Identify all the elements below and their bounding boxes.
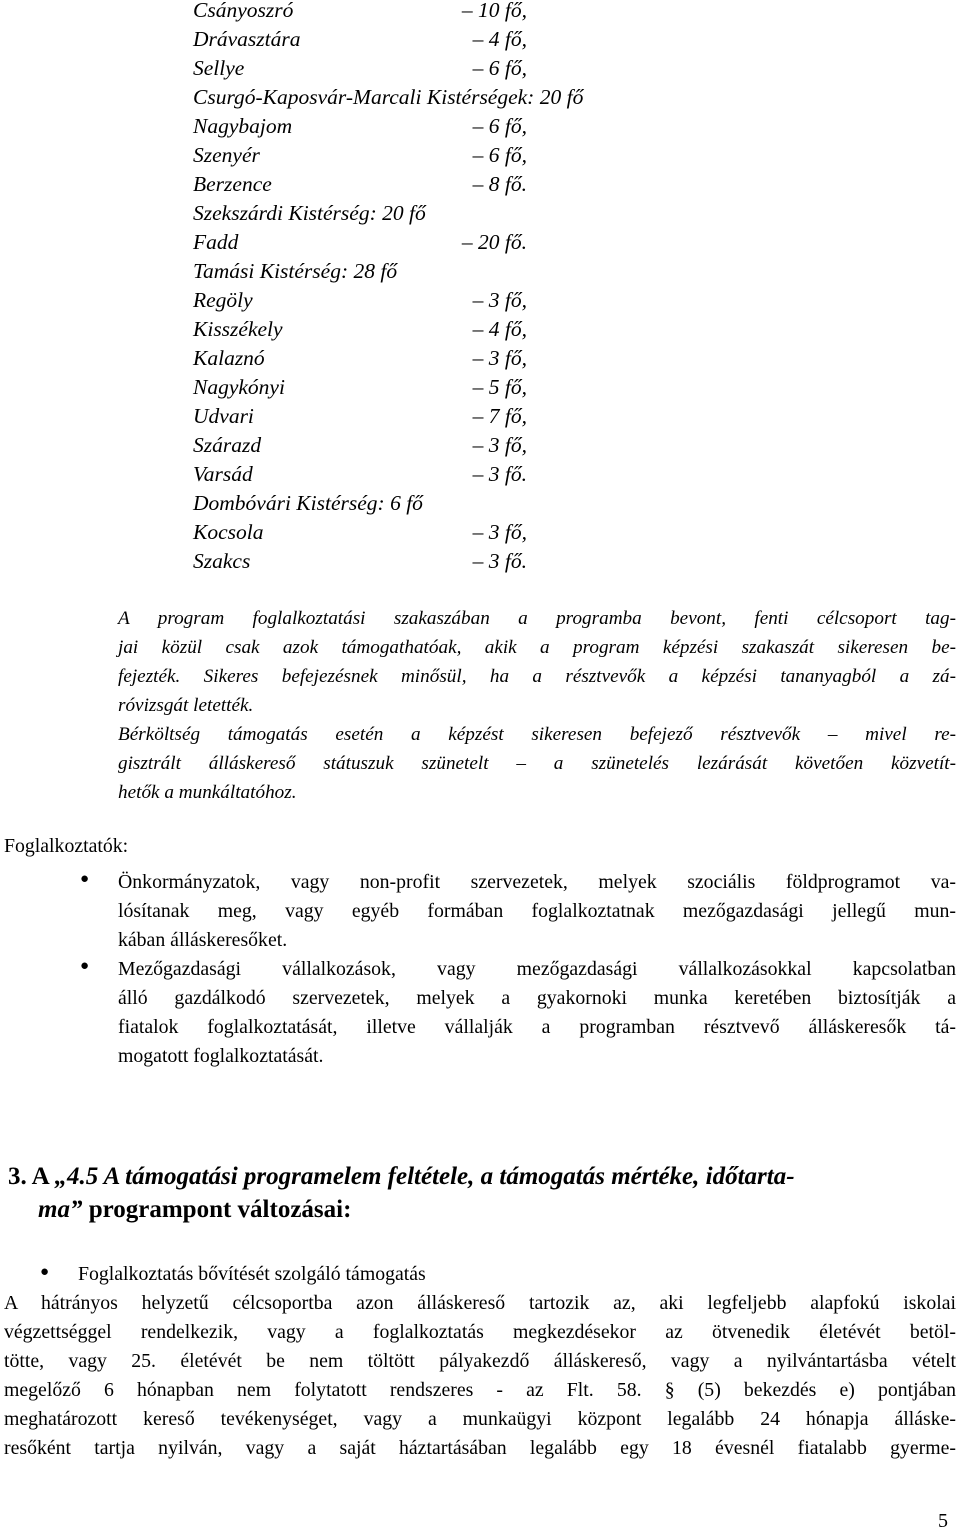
district-name: Sellye <box>193 56 245 80</box>
body-line: A hátrányos helyzetű célcsoportba azon álláskereső tartozik az, aki legfeljebb alapfokú iskolai <box>4 1292 956 1314</box>
paragraph-line: Bérköltség támogatás esetén a képzést sikeresen befejező résztvevők – mivel re- <box>118 724 956 745</box>
heading-quote-close: ” <box>69 1196 83 1223</box>
district-name: Nagybajom <box>193 114 293 138</box>
district-value: – 6 fő, <box>472 143 527 167</box>
paragraph-line: fejezték. Sikeres befejezésnek minősül, ha a résztvevők a képzési tananyagból a zá- <box>118 666 956 687</box>
bullet-line: álló gazdálkodó szervezetek, melyek a gyakornoki munka keretében biztosítják a <box>118 987 956 1009</box>
district-value: – 3 fő. <box>472 549 527 573</box>
section-heading <box>8 1160 795 1194</box>
district-name: Csányoszró <box>193 0 294 22</box>
district-value: – 6 fő, <box>472 114 527 138</box>
bullet-line: Mezőgazdasági vállalkozások, vagy mezőgazdasági vállalkozásokkal kapcsolatban <box>118 958 956 980</box>
heading-italic-2: ma <box>38 1196 70 1223</box>
bullet-line: kában álláskeresőket. <box>118 929 288 951</box>
paragraph-line: A program foglalkoztatási szakaszában a programba bevont, fenti célcsoport tag- <box>118 608 956 629</box>
body-line: tötte, vagy 25. életévét be nem töltött pályakezdő álláskereső, vagy a nyilvántartásba vételt <box>4 1350 956 1372</box>
district-name: Drávasztára <box>193 27 301 51</box>
district-name: Kisszékely <box>193 317 283 341</box>
district-value: – 7 fő, <box>472 404 527 428</box>
district-value: – 4 fő, <box>472 27 527 51</box>
bullet-icon: ● <box>80 958 90 974</box>
district-name: Fadd <box>193 230 239 254</box>
district-name: Dombóvári Kistérség: 6 fő <box>193 491 423 515</box>
district-value: – 3 fő, <box>472 433 527 457</box>
heading-italic-1: 4.5 A támogatási programelem feltétele, a támogatás mértéke, időtarta- <box>67 1163 795 1190</box>
bullet-line: fiatalok foglalkoztatását, illetve vállalják a programban résztvevő álláskeresők tá- <box>118 1016 956 1038</box>
program-paragraph <box>118 604 956 807</box>
section-heading-line-2 <box>38 1193 351 1227</box>
bullet-icon: ● <box>80 871 90 887</box>
district-name: Szenyér <box>193 143 260 167</box>
heading-suffix: programpont változásai: <box>82 1196 352 1223</box>
district-name: Varsád <box>193 462 253 486</box>
body-line: végzettséggel rendelkezik, vagy a foglalkoztatás megkezdésekor az ötvenedik életévét betöl- <box>4 1321 956 1343</box>
employer-bullet-1 <box>118 868 956 955</box>
district-value: – 8 fő. <box>472 172 527 196</box>
paragraph-line: hetők a munkáltatóhoz. <box>118 782 297 803</box>
paragraph-line: jai közül csak azok támogathatóak, akik a program képzési szakaszát sikeresen be- <box>118 637 956 658</box>
district-name: Kalaznó <box>193 346 265 370</box>
district-value: – 3 fő. <box>472 462 527 486</box>
district-value: – 5 fő, <box>472 375 527 399</box>
district-name: Szekszárdi Kistérség: 20 fő <box>193 201 426 225</box>
section-bullet-text: Foglalkoztatás bővítését szolgáló támogatás <box>78 1263 426 1285</box>
district-name: Nagykónyi <box>193 375 285 399</box>
bullet-icon: ● <box>40 1264 50 1280</box>
heading-quote-open: „ <box>54 1163 68 1190</box>
bullet-line: lósítanak meg, vagy egyéb formában foglalkoztatnak mezőgazdasági jellegű mun- <box>118 900 956 922</box>
district-value: – 3 fő, <box>472 288 527 312</box>
body-paragraph <box>4 1289 956 1463</box>
paragraph-line: róvizsgát letették. <box>118 695 254 716</box>
employer-bullet-2 <box>118 955 956 1071</box>
district-name: Tamási Kistérség: 28 fő <box>193 259 398 283</box>
district-name: Csurgó-Kaposvár-Marcali Kistérségek: 20 fő <box>193 85 584 109</box>
district-value: – 4 fő, <box>472 317 527 341</box>
district-value: – 3 fő, <box>472 520 527 544</box>
district-name: Kocsola <box>193 520 264 544</box>
district-name: Szakcs <box>193 549 251 573</box>
paragraph-line: gisztrált álláskereső státuszuk szünetelt – a szünetelés lezárását követően közvetít- <box>118 753 956 774</box>
page-number: 5 <box>938 1510 948 1532</box>
body-line: megelőző 6 hónapban nem folytatott rendszeres - az Flt. 58. § (5) bekezdés e) pontjában <box>4 1379 956 1401</box>
heading-prefix: 3. A <box>8 1163 55 1190</box>
employers-label: Foglalkoztatók: <box>4 835 129 857</box>
district-name: Udvari <box>193 404 254 428</box>
district-name: Szárazd <box>193 433 262 457</box>
district-name: Regöly <box>193 288 253 312</box>
district-value: – 6 fő, <box>472 56 527 80</box>
district-value: – 20 fő. <box>461 230 527 254</box>
body-line: resőként tartja nyilván, vagy a saját háztartásában legalább egy 18 évesnél fiatalabb gyerme- <box>4 1437 956 1459</box>
bullet-line: Önkormányzatok, vagy non-profit szervezetek, melyek szociális földprogramot va- <box>118 871 956 893</box>
district-name: Berzence <box>193 172 272 196</box>
body-line: meghatározott kereső tevékenységet, vagy a munkaügyi központ legalább 24 hónapja álláske- <box>4 1408 956 1430</box>
district-value: – 3 fő, <box>472 346 527 370</box>
bullet-line: mogatott foglalkoztatását. <box>118 1045 324 1067</box>
district-value: – 10 fő, <box>461 0 527 22</box>
